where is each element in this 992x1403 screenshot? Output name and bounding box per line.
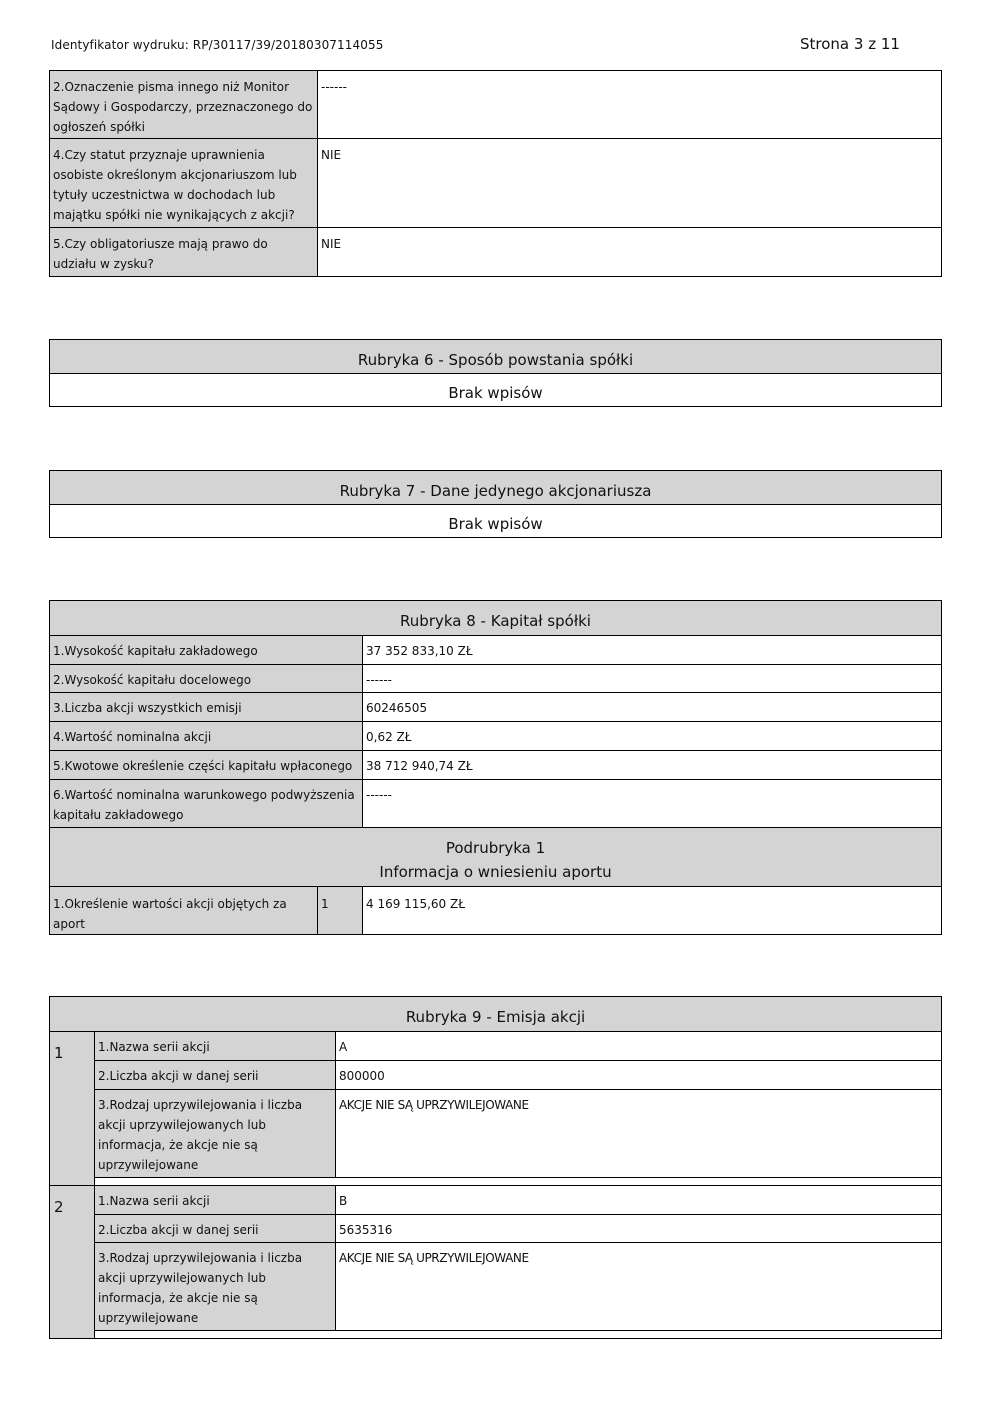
subsection-title-line1: Podrubryka 1 [445, 839, 546, 857]
field-label: 4.Wartość nominalna akcji [50, 722, 363, 751]
rubryka7-table [49, 470, 942, 538]
rubryka5-continuation-table [49, 70, 942, 277]
field-value: NIE [318, 139, 942, 228]
field-value: ------ [363, 665, 942, 693]
table-row [50, 1061, 942, 1090]
field-value: A [336, 1032, 942, 1061]
field-value: AKCJE NIE SĄ UPRZYWILEJOWANE [336, 1243, 942, 1331]
table-row [50, 1215, 942, 1243]
subsection-title [50, 828, 942, 887]
subsection-title-line2: Informacja o wniesieniu aportu [379, 863, 612, 881]
section-title: Rubryka 8 - Kapitał spółki [50, 601, 942, 636]
field-label: 1.Nazwa serii akcji [95, 1186, 336, 1215]
rubryka9-table [49, 996, 942, 1339]
field-label: 2.Liczba akcji w danej serii [95, 1061, 336, 1090]
field-value: AKCJE NIE SĄ UPRZYWILEJOWANE [336, 1090, 942, 1178]
field-label: 3.Liczba akcji wszystkich emisji [50, 693, 363, 722]
series-number: 1 [50, 1032, 95, 1186]
empty-notice: Brak wpisów [50, 505, 942, 538]
table-row [50, 751, 942, 780]
field-value: ------ [363, 780, 942, 828]
field-label: 2.Wysokość kapitału docelowego [50, 665, 363, 693]
field-value: ------ [318, 71, 942, 139]
field-value: 800000 [336, 1061, 942, 1090]
field-label: 4.Czy statut przyznaje uprawnienia osobiste określonym akcjonariuszom lub tytuły uczestnictwa w dochodach lub majątku spółki nie wynikających z akcji? [50, 139, 318, 228]
section-title: Rubryka 6 - Sposób powstania spółki [50, 340, 942, 374]
rubryka8-table [49, 600, 942, 935]
table-row [50, 1032, 942, 1061]
field-label: 2.Oznaczenie pisma innego niż Monitor Sądowy i Gospodarczy, przeznaczonego do ogłoszeń spółki [50, 71, 318, 139]
field-value: 37 352 833,10 ZŁ [363, 636, 942, 665]
table-row [50, 636, 942, 665]
field-label: 3.Rodzaj uprzywilejowania i liczba akcji uprzywilejowanych lub informacja, że akcje nie są uprzywilejowane [95, 1090, 336, 1178]
table-row [50, 887, 942, 935]
field-label: 5.Kwotowe określenie części kapitału wpłaconego [50, 751, 363, 780]
field-label: 3.Rodzaj uprzywilejowania i liczba akcji uprzywilejowanych lub informacja, że akcje nie są uprzywilejowane [95, 1243, 336, 1331]
series-separator [95, 1331, 942, 1339]
field-value: 38 712 940,74 ZŁ [363, 751, 942, 780]
field-value: 0,62 ZŁ [363, 722, 942, 751]
field-value: 5635316 [336, 1215, 942, 1243]
field-label: 2.Liczba akcji w danej serii [95, 1215, 336, 1243]
table-row [50, 228, 942, 277]
field-label: 5.Czy obligatoriusze mają prawo do udziału w zysku? [50, 228, 318, 277]
table-row [50, 71, 942, 139]
empty-notice: Brak wpisów [50, 374, 942, 407]
section-title: Rubryka 9 - Emisja akcji [50, 997, 942, 1032]
field-value: B [336, 1186, 942, 1215]
field-value: NIE [318, 228, 942, 277]
table-row [50, 1243, 942, 1331]
field-value: 60246505 [363, 693, 942, 722]
field-value: 4 169 115,60 ZŁ [363, 887, 942, 935]
table-row [50, 722, 942, 751]
table-row [50, 1186, 942, 1215]
table-row [50, 693, 942, 722]
table-row [50, 139, 942, 228]
field-index: 1 [318, 887, 363, 935]
field-label: 6.Wartość nominalna warunkowego podwyższenia kapitału zakładowego [50, 780, 363, 828]
rubryka6-table [49, 339, 942, 407]
table-row [50, 1090, 942, 1178]
section-title: Rubryka 7 - Dane jedynego akcjonariusza [50, 471, 942, 505]
print-identifier: Identyfikator wydruku: RP/30117/39/20180307114055 [51, 38, 384, 52]
field-label: 1.Określenie wartości akcji objętych za aport [50, 887, 318, 935]
table-row [50, 665, 942, 693]
page-number: Strona 3 z 11 [800, 35, 900, 53]
field-label: 1.Nazwa serii akcji [95, 1032, 336, 1061]
table-row [50, 780, 942, 828]
field-label: 1.Wysokość kapitału zakładowego [50, 636, 363, 665]
series-separator [95, 1178, 942, 1186]
series-number: 2 [50, 1186, 95, 1339]
